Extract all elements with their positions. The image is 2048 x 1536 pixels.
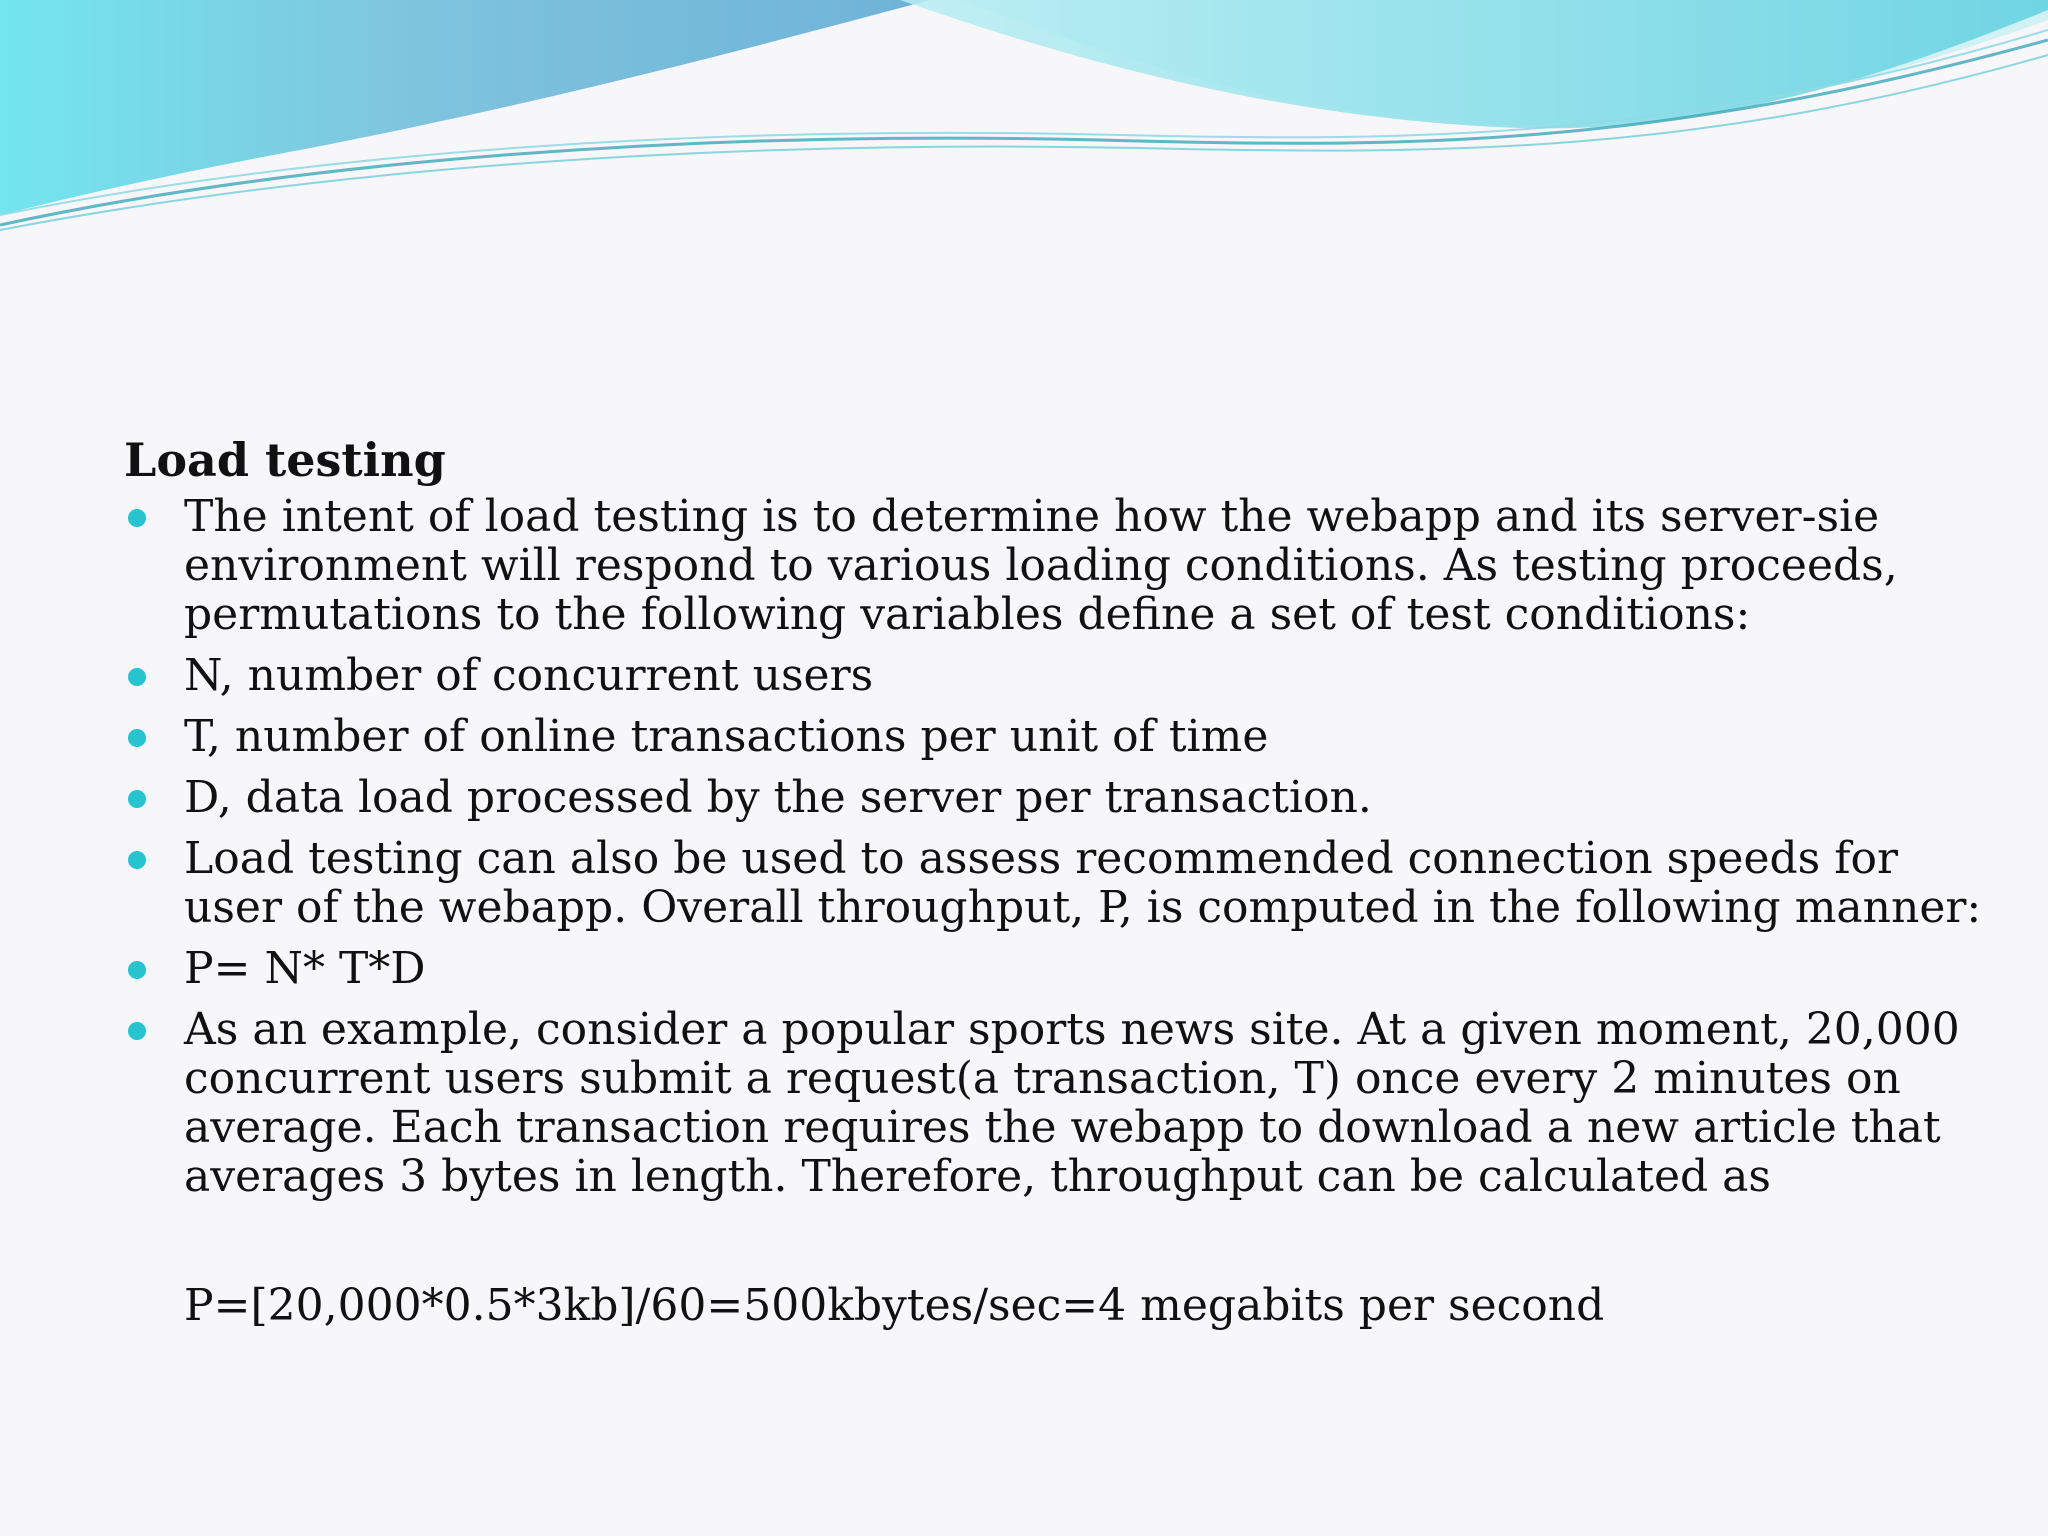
bullet-text: D, data load processed by the server per transaction. [184,772,1372,823]
bullet-dot-icon [128,790,146,808]
bullet-text: P= N* T*D [184,943,426,994]
bullet-item-t [124,712,1984,761]
bullet-dot-icon [128,509,146,527]
bullet-dot-icon [128,668,146,686]
bullet-dot-icon [128,851,146,869]
slide-heading: Load testing [124,433,446,487]
slide-content [124,430,1984,1331]
bullet-text: Load testing can also be used to assess recommended connection speeds for user of the webapp. Overall throughput, P, is computed in the following manner: [184,833,1982,933]
bullet-text: As an example, consider a popular sports news site. At a given moment, 20,000 concurrent users submit a request(a transaction, T) once every 2 minutes on average. Each transaction requires the webapp to download a new article that averages 3 bytes in length. Therefore, throughput can be calculated as [184,1004,1960,1202]
bullet-item-connection-speeds [124,834,1984,932]
bullet-item-intent [124,492,1984,639]
bullet-item-d [124,773,1984,822]
bullet-list [124,492,1984,1201]
bullet-item-formula [124,944,1984,993]
bullet-text: N, number of concurrent users [184,650,874,701]
bullet-item-n [124,651,1984,700]
bullet-dot-icon [128,961,146,979]
bullet-text: The intent of load testing is to determine how the webapp and its server-sie environment will respond to various loading conditions. As testing proceeds, permutations to the following variables define a set of test conditions: [184,491,1898,640]
bullet-item-example [124,1005,1984,1201]
throughput-formula: P=[20,000*0.5*3kb]/60=500kbytes/sec=4 megabits per second [184,1280,1605,1331]
bullet-text: T, number of online transactions per unit of time [184,711,1269,762]
bullet-dot-icon [128,1022,146,1040]
bullet-dot-icon [128,729,146,747]
header-wave-decoration [0,0,2048,240]
